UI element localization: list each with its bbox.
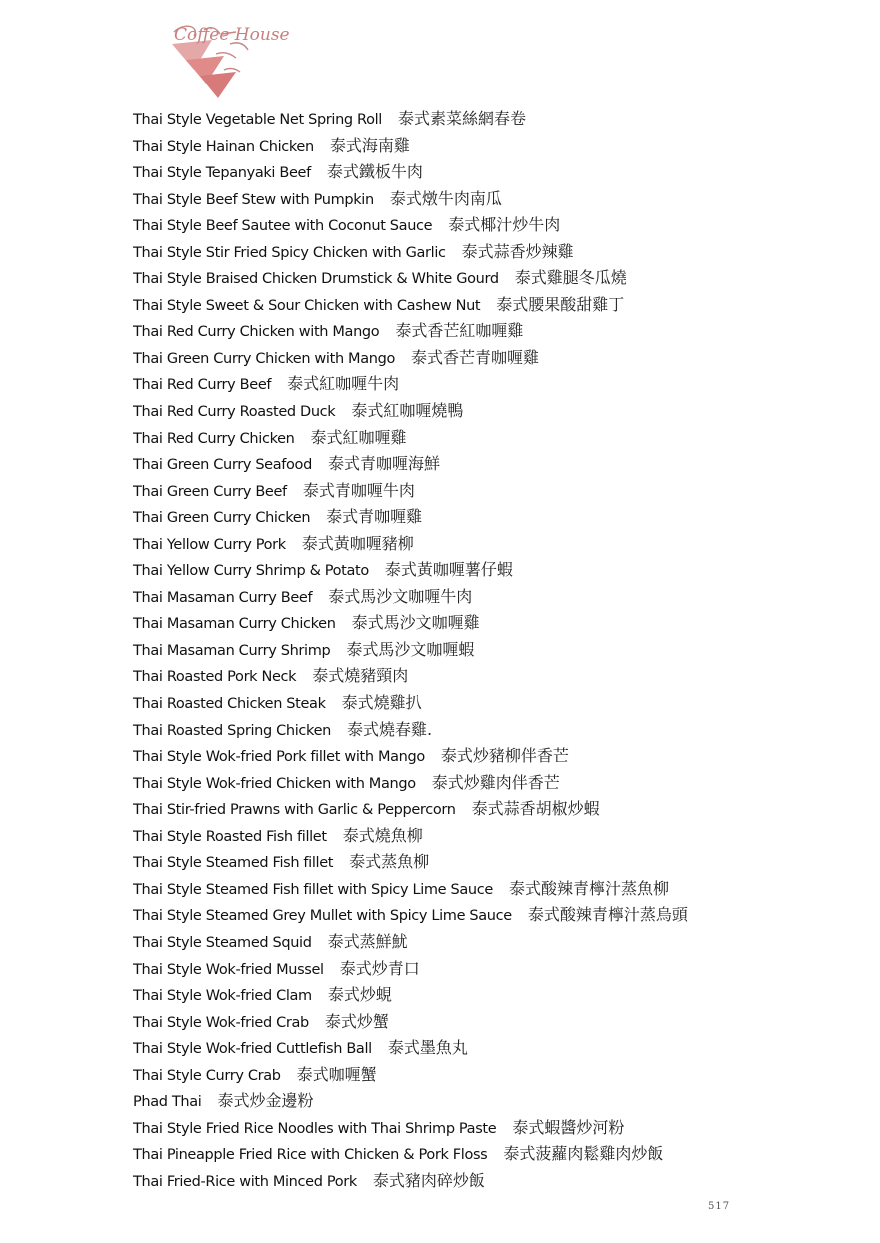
dish-name-english: Thai Green Curry Chicken [133,510,311,527]
dish-name-english: Thai Style Curry Crab [133,1067,281,1084]
dish-name-english: Thai Style Beef Sautee with Coconut Sauce [133,218,433,235]
menu-item [133,902,688,929]
dish-name-chinese: 泰式青咖喱海鮮 [327,454,440,474]
dish-name-english: Thai Roasted Spring Chicken [133,722,331,739]
dish-name-chinese: 泰式椰汁炒牛肉 [448,215,561,235]
dish-name-chinese: 泰式素菜絲網春卷 [398,109,527,128]
menu-item [133,823,688,850]
menu-item [133,504,688,531]
dish-name-english: Thai Style Stir Fried Spicy Chicken with Garlic [133,244,446,261]
menu-item [133,451,688,478]
coffee-house-logo [160,18,290,100]
dish-name-chinese: 泰式黃咖喱薯仔蝦 [384,560,513,580]
dish-name-chinese: 泰式紅咖喱牛肉 [287,374,400,394]
dish-name-chinese: 泰式蒸魚柳 [349,852,430,872]
dish-name-chinese: 泰式咖喱蟹 [296,1064,377,1084]
dish-name-english: Thai Style Tepanyaki Beef [133,165,311,182]
dish-name-english: Thai Red Curry Chicken [133,430,295,447]
dish-name-chinese: 泰式燉牛肉南瓜 [389,188,502,208]
dish-name-chinese: 泰式燒雞扒 [341,693,422,713]
menu-item [133,531,688,558]
menu-item [133,106,688,133]
menu-item [133,690,688,717]
menu-item [133,849,688,876]
menu-item [133,398,688,425]
menu-item [133,1062,688,1089]
dish-name-chinese: 泰式燒魚柳 [342,825,423,845]
dish-name-english: Thai Style Beef Stew with Pumpkin [133,191,374,208]
dish-name-english: Thai Style Vegetable Net Spring Roll [133,112,382,128]
dish-name-chinese: 泰式酸辣青檸汁蒸烏頭 [527,905,688,925]
dish-name-chinese: 泰式蒸鮮魷 [327,931,408,951]
menu-item [133,478,688,505]
dish-name-chinese: 泰式紅咖喱燒鴨 [351,401,464,421]
menu-item [133,717,688,744]
dish-name-english: Thai Masaman Curry Shrimp [133,642,331,659]
menu-item [133,1141,688,1168]
dish-name-chinese: 泰式炒青口 [339,958,420,978]
dish-name-chinese: 泰式燒豬頸肉 [312,666,409,686]
dish-name-english: Thai Style Roasted Fish fillet [133,828,327,845]
dish-name-english: Thai Style Wok-fried Pork fillet with Mango [133,749,425,766]
menu-item [133,770,688,797]
dish-name-english: Thai Red Curry Roasted Duck [133,404,336,421]
menu-item [133,292,688,319]
menu-item [133,186,688,213]
dish-name-english: Phad Thai [133,1094,202,1111]
dish-name-english: Thai Red Curry Beef [133,377,272,394]
dish-name-chinese: 泰式香芒青咖喱雞 [410,347,539,367]
dish-name-chinese: 泰式黃咖喱豬柳 [301,533,414,553]
menu-item [133,610,688,637]
menu-item [133,133,688,160]
dish-name-chinese: 泰式蒜香炒辣雞 [461,241,574,261]
dish-name-english: Thai Green Curry Seafood [133,457,312,474]
dish-name-english: Thai Style Wok-fried Chicken with Mango [133,775,416,792]
menu-item [133,584,688,611]
dish-name-english: Thai Style Steamed Grey Mullet with Spicy Lime Sauce [133,908,512,925]
dish-name-chinese: 泰式雞腿冬瓜燒 [514,268,627,288]
dish-name-chinese: 泰式豬肉碎炒飯 [372,1170,485,1190]
dish-name-english: Thai Fried-Rice with Minced Pork [133,1173,357,1190]
dish-name-english: Thai Style Wok-fried Cuttlefish Ball [133,1041,372,1058]
menu-item [133,1115,688,1142]
dish-name-chinese: 泰式青咖喱牛肉 [302,480,415,500]
menu-item [133,557,688,584]
dish-name-english: Thai Pineapple Fried Rice with Chicken & Pork Floss [133,1147,488,1164]
dish-name-chinese: 泰式炒豬柳伴香芒 [440,746,569,766]
dish-name-chinese: 泰式香芒紅咖喱雞 [395,321,524,341]
menu-item [133,318,688,345]
dish-name-chinese: 泰式海南雞 [329,135,410,155]
menu-item [133,371,688,398]
dish-name-chinese: 泰式蝦醬炒河粉 [512,1117,625,1137]
dish-name-english: Thai Red Curry Chicken with Mango [133,324,380,341]
dish-name-chinese: 泰式馬沙文咖喱蝦 [346,639,475,659]
menu-item [133,637,688,664]
dish-name-english: Thai Style Steamed Fish fillet [133,855,334,872]
menu-item [133,982,688,1009]
dish-name-english: Thai Roasted Pork Neck [133,669,297,686]
dish-name-english: Thai Yellow Curry Shrimp & Potato [133,563,369,580]
dish-name-english: Thai Masaman Curry Beef [133,589,313,606]
dish-name-chinese: 泰式青咖喱雞 [326,507,423,527]
menu-item [133,1168,688,1195]
dish-name-english: Thai Style Sweet & Sour Chicken with Cashew Nut [133,297,481,314]
dish-name-chinese: 泰式炒金邊粉 [217,1091,314,1111]
dish-name-chinese: 泰式馬沙文咖喱雞 [351,613,480,633]
dish-name-chinese: 泰式炒蟹 [324,1011,389,1031]
dish-name-english: Thai Style Steamed Fish fillet with Spicy Lime Sauce [133,881,493,898]
dish-name-chinese: 泰式紅咖喱雞 [310,427,407,447]
dish-name-chinese: 泰式菠蘿肉鬆雞肉炒飯 [503,1144,664,1164]
dish-name-english: Thai Roasted Chicken Steak [133,696,326,713]
dish-name-english: Thai Style Hainan Chicken [133,138,314,155]
dish-name-english: Thai Style Wok-fried Crab [133,1014,309,1031]
menu-item [133,743,688,770]
dish-name-chinese: 泰式腰果酸甜雞丁 [496,294,625,314]
dish-name-english: Thai Green Curry Chicken with Mango [133,350,395,367]
dish-name-english: Thai Style Braised Chicken Drumstick & White Gourd [133,271,499,288]
menu-item [133,1009,688,1036]
menu-item [133,1088,688,1115]
menu-list [133,106,688,1194]
menu-item [133,239,688,266]
dish-name-chinese: 泰式酸辣青檸汁蒸魚柳 [508,878,669,898]
logo-text: Coffee House [174,25,290,45]
menu-item [133,796,688,823]
dish-name-english: Thai Masaman Curry Chicken [133,616,336,633]
dish-name-chinese: 泰式馬沙文咖喱牛肉 [328,586,473,606]
dish-name-english: Thai Style Wok-fried Clam [133,988,312,1005]
logo-mark [160,18,290,100]
menu-item [133,212,688,239]
dish-name-chinese: 泰式鐵板牛肉 [326,162,423,182]
menu-item [133,956,688,983]
dish-name-english: Thai Yellow Curry Pork [133,536,286,553]
dish-name-chinese: 泰式燒春雞. [346,719,433,739]
dish-name-chinese: 泰式炒雞肉伴香芒 [431,772,560,792]
dish-name-chinese: 泰式蒜香胡椒炒蝦 [471,799,600,819]
dish-name-chinese: 泰式墨魚丸 [387,1038,468,1058]
dish-name-english: Thai Style Fried Rice Noodles with Thai Shrimp Paste [133,1120,497,1137]
menu-item [133,1035,688,1062]
menu-item [133,929,688,956]
page-number: 517 [708,1201,731,1212]
dish-name-english: Thai Green Curry Beef [133,483,287,500]
dish-name-english: Thai Stir-fried Prawns with Garlic & Peppercorn [133,802,456,819]
dish-name-english: Thai Style Wok-fried Mussel [133,961,324,978]
dish-name-chinese: 泰式炒蜆 [327,985,392,1005]
dish-name-english: Thai Style Steamed Squid [133,934,312,951]
menu-item [133,265,688,292]
menu-item [133,159,688,186]
menu-item [133,876,688,903]
menu-item [133,345,688,372]
menu-item [133,663,688,690]
menu-item [133,425,688,452]
